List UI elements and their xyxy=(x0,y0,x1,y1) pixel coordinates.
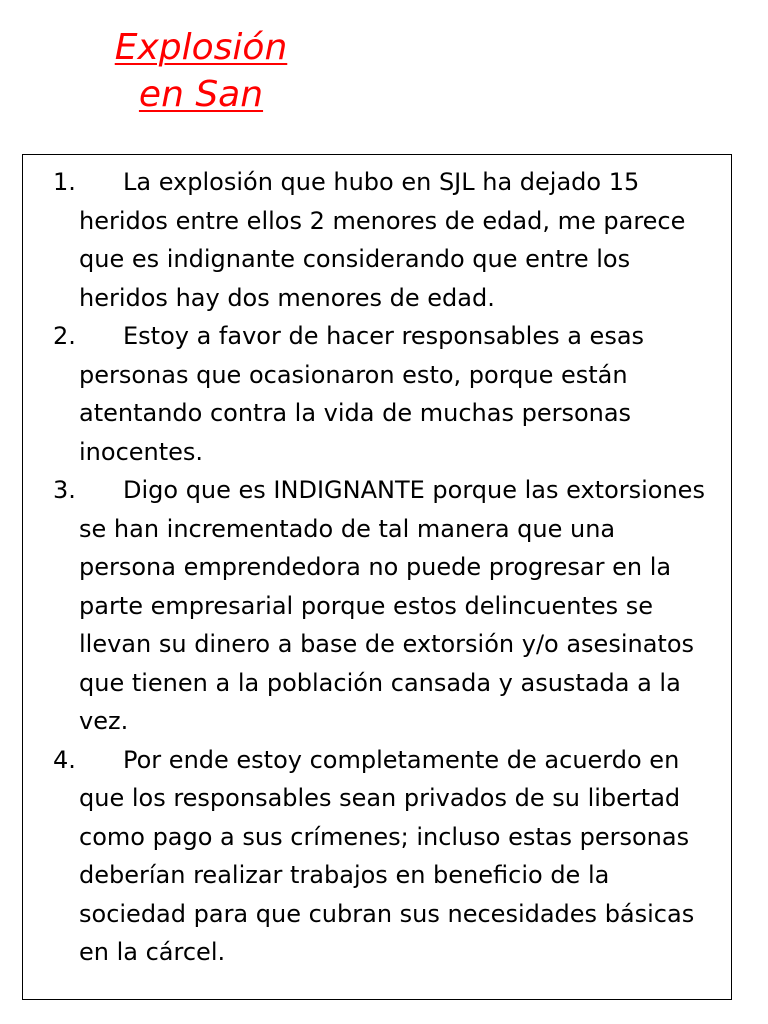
list-item xyxy=(53,471,718,741)
list-item-number: 1. xyxy=(53,168,76,196)
title-area xyxy=(112,24,290,154)
list-item-number: 3. xyxy=(53,476,76,504)
list-item-number: 2. xyxy=(53,322,76,350)
document-title: Explosión en San xyxy=(114,27,288,115)
list-item xyxy=(53,317,718,471)
list-item-number: 4. xyxy=(53,745,76,774)
list-item-text: La explosión que hubo en SJL ha dejado 15 heridos entre ellos 2 menores de edad, me parece que es indignante considerando que entre los heridos hay dos menores de edad. xyxy=(79,168,686,312)
text-box xyxy=(22,154,732,1000)
list-item-text: Estoy a favor de hacer responsables a esas personas que ocasionaron esto, porque están atentando contra la vida de muchas personas inocentes. xyxy=(79,322,645,466)
list-item xyxy=(53,163,718,317)
numbered-list xyxy=(53,163,718,972)
list-item xyxy=(53,741,718,972)
list-item-text: Digo que es INDIGNANTE porque las extorsiones se han incrementado de tal manera que una persona emprendedora no puede progresar en la parte empresarial porque estos delincuentes se llevan su dinero a base de extorsión y/o asesinatos que tienen a la población cansada y asustada a la vez. xyxy=(79,476,705,735)
list-item-text: Por ende estoy completamente de acuerdo en que los responsables sean privados de su libertad como pago a sus crímenes; incluso estas personas deberían realizar trabajos en beneficio de la sociedad para que cubran sus necesidades básicas en la cárcel. xyxy=(79,745,695,966)
